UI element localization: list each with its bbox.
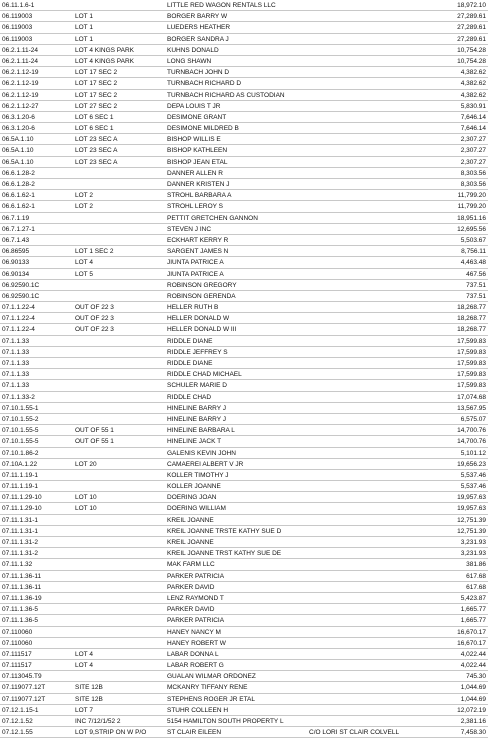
parcel-cell: 07.10.1.55-5	[2, 438, 39, 446]
parcel-cell: 06.2.1.11-24	[2, 57, 39, 65]
table-row	[0, 559, 488, 570]
lot-cell: OUT OF 22 3	[75, 315, 114, 323]
parcel-cell: 06.6.1.28-2	[2, 169, 35, 177]
parcel-cell: 07.119077.12T	[2, 684, 46, 692]
amount-cell: 16,670.17	[457, 628, 486, 636]
amount-cell: 5,537.46	[460, 483, 486, 491]
lot-cell: SITE 12B	[75, 695, 103, 703]
table-row	[0, 682, 488, 693]
table-row	[0, 0, 488, 11]
amount-cell: 10,754.28	[457, 46, 486, 54]
owner-cell: PARKER PATRICIA	[167, 617, 225, 625]
owner-cell: BORGER BARRY W	[167, 13, 228, 21]
owner-cell: RIDDLE DIANE	[167, 360, 213, 367]
owner-cell: SARGENT JAMES N	[167, 248, 229, 256]
parcel-cell: 07.11.1.29-10	[2, 505, 42, 513]
amount-cell: 17,599.83	[457, 337, 486, 345]
table-row	[0, 291, 488, 302]
table-row	[0, 515, 488, 526]
amount-cell: 17,599.83	[457, 371, 486, 379]
owner-cell: RIDDLE CHAD MICHAEL	[167, 371, 242, 379]
lot-cell: LOT 20	[75, 460, 97, 468]
owner-cell: PARKER DAVID	[167, 583, 215, 591]
table-row	[0, 168, 488, 179]
lot-cell: SITE 12B	[75, 684, 103, 692]
amount-cell: 17,599.83	[457, 360, 486, 367]
table-row	[0, 448, 488, 459]
table-row	[0, 548, 488, 559]
owner-cell: SCHULER MARIE D	[167, 382, 227, 390]
parcel-cell: 06.92590.1C	[2, 281, 40, 289]
owner-cell: BISHOP JEAN ETAL	[167, 158, 228, 166]
amount-cell: 10,754.28	[457, 57, 486, 65]
parcel-cell: 07.12.1.55	[2, 729, 33, 737]
table-row	[0, 593, 488, 604]
parcel-cell: 07.1.1.22-4	[2, 304, 35, 312]
owner-cell: JIUNTA PATRICE A	[167, 259, 224, 267]
amount-cell: 5,101.12	[460, 449, 486, 457]
amount-cell: 4,382.62	[460, 91, 486, 99]
amount-cell: 8,303.56	[460, 169, 486, 177]
lot-cell: OUT OF 55 1	[75, 438, 114, 446]
lot-cell: OUT OF 22 3	[75, 304, 114, 312]
parcel-cell: 07.1.1.33	[2, 337, 30, 345]
table-row	[0, 324, 488, 335]
amount-cell: 7,458.30	[460, 729, 486, 737]
owner-cell: HANEY NANCY M	[167, 628, 221, 636]
amount-cell: 2,381.16	[460, 718, 486, 725]
owner-cell: PETTIT GRETCHEN GANNON	[167, 214, 258, 222]
lot-cell: LOT 2	[75, 203, 93, 211]
amount-cell: 5,503.67	[460, 236, 486, 244]
owner-cell: BORGER SANDRA J	[167, 35, 229, 43]
lot-cell: LOT 10	[75, 494, 97, 502]
parcel-cell: 07.10.1.55-1	[2, 404, 39, 412]
owner-cell: ECKHART KERRY R	[167, 236, 229, 244]
amount-cell: 14,700.76	[457, 427, 486, 435]
parcel-cell: 07.11.1.36-19	[2, 594, 42, 602]
owner-cell: GALENIS KEVIN JOHN	[167, 449, 236, 457]
table-row	[0, 269, 488, 280]
lot-cell: LOT 17 SEC 2	[75, 91, 118, 99]
lot-cell: LOT 4	[75, 650, 93, 658]
parcel-cell: 07.11.1.29-10	[2, 494, 42, 502]
parcel-cell: 07.11.1.31-2	[2, 550, 39, 558]
table-row	[0, 537, 488, 548]
table-row	[0, 369, 488, 380]
lot-cell: LOT 1	[75, 35, 93, 43]
lot-cell: LOT 5	[75, 270, 93, 278]
parcel-cell: 06.5A.1.10	[2, 158, 34, 166]
parcel-cell: 07.11.1.19-1	[2, 471, 39, 479]
owner-cell: HELLER DONALD W	[167, 315, 230, 323]
owner-cell: HINELINE BARRY J	[167, 404, 227, 412]
table-row	[0, 34, 488, 45]
amount-cell: 8,756.11	[461, 248, 486, 256]
amount-cell: 27,289.61	[457, 35, 486, 43]
table-row	[0, 78, 488, 89]
parcel-cell: 06.119003	[2, 35, 33, 43]
table-row	[0, 201, 488, 212]
parcel-cell: 07.1.1.33	[2, 371, 30, 379]
owner-cell: HINELINE BARBARA L	[167, 427, 235, 435]
owner-cell: DANNER ALLEN R	[167, 169, 223, 177]
amount-cell: 19,957.63	[457, 494, 486, 502]
owner-cell: RIDDLE DIANE	[167, 337, 213, 345]
owner-cell: HINELINE BARRY J	[167, 415, 227, 423]
parcel-cell: 07.110060	[2, 639, 33, 647]
parcel-cell: 06.6.1.28-2	[2, 181, 35, 188]
amount-cell: 4,022.44	[460, 650, 486, 658]
parcel-cell: 07.1.1.33	[2, 382, 30, 390]
parcel-cell: 07.11.1.32	[2, 561, 33, 569]
amount-cell: 737.51	[466, 281, 486, 289]
table-row	[0, 358, 488, 369]
table-row	[0, 134, 488, 145]
parcel-cell: 06.2.1.12-19	[2, 91, 39, 99]
parcel-cell: 07.110060	[2, 628, 33, 636]
table-row	[0, 492, 488, 503]
owner-cell: TURNBACH RICHARD D	[167, 80, 242, 88]
table-row	[0, 638, 488, 649]
table-row	[0, 380, 488, 391]
table-row	[0, 190, 488, 201]
parcel-cell: 07.10.1.55-5	[2, 427, 39, 435]
amount-cell: 381.86	[466, 561, 486, 569]
lot-cell: LOT 1 SEC 2	[75, 248, 114, 256]
table-row	[0, 67, 488, 78]
owner-cell: DOERING JOAN	[167, 494, 217, 502]
amount-cell: 12,751.39	[457, 516, 486, 524]
lot-cell: LOT 4 KINGS PARK	[75, 46, 135, 54]
amount-cell: 19,656.23	[457, 460, 486, 468]
table-row	[0, 470, 488, 481]
owner-cell: KREIL JOANNE TRSTE KATHY SUE D	[167, 527, 282, 535]
amount-cell: 27,289.61	[457, 24, 486, 32]
parcel-cell: 07.1.1.33	[2, 348, 30, 356]
parcel-cell: 06.5A.1.10	[2, 136, 34, 144]
table-row	[0, 11, 488, 22]
amount-cell: 16,670.17	[457, 639, 486, 647]
owner-cell: JIUNTA PATRICE A	[167, 270, 224, 278]
amount-cell: 5,830.91	[460, 102, 486, 110]
parcel-cell: 06.3.1.20-6	[2, 125, 35, 133]
parcel-cell: 07.111517	[2, 662, 32, 670]
owner-cell: HELLER RUTH B	[167, 304, 219, 312]
owner-cell: STEPHENS ROGER JR ETAL	[167, 695, 256, 703]
amount-cell: 2,307.27	[460, 158, 486, 166]
owner-cell: DESIMONE MILDRED B	[167, 125, 239, 133]
lot-cell: LOT 1	[75, 13, 93, 21]
parcel-cell: 06.7.1.19	[2, 214, 30, 222]
table-row	[0, 157, 488, 168]
table-row	[0, 56, 488, 67]
owner-cell: BISHOP KATHLEEN	[167, 147, 228, 155]
amount-cell: 17,599.83	[457, 348, 486, 356]
amount-cell: 14,700.76	[457, 438, 486, 446]
amount-cell: 12,695.56	[457, 225, 486, 233]
table-row	[0, 392, 488, 403]
amount-cell: 745.30	[466, 673, 486, 681]
owner-cell: PARKER DAVID	[167, 606, 215, 614]
table-row	[0, 280, 488, 291]
lot-cell: LOT 4	[75, 259, 93, 267]
table-row	[0, 336, 488, 347]
amount-cell: 617.68	[466, 583, 486, 591]
parcel-cell: 06.2.1.11-24	[2, 46, 39, 54]
owner-cell: KOLLER JOANNE	[167, 483, 221, 491]
owner-cell: STUHR COLLEEN H	[167, 706, 229, 714]
owner-cell: STEVEN J INC	[167, 225, 212, 233]
amount-cell: 4,382.62	[460, 80, 486, 88]
owner-cell: LABAR DONNA L	[167, 650, 219, 658]
owner-cell: ST CLAIR EILEEN	[167, 729, 222, 737]
table-row	[0, 716, 488, 727]
amount-cell: 18,268.77	[457, 315, 486, 323]
amount-cell: 617.68	[466, 572, 486, 580]
owner-cell: DEPA LOUIS T JR	[167, 102, 221, 110]
owner-cell: LITTLE RED WAGON RENTALS LLC	[167, 2, 276, 9]
table-row	[0, 459, 488, 470]
table-row	[0, 571, 488, 582]
amount-cell: 2,307.27	[460, 147, 486, 155]
amount-cell: 18,268.77	[457, 326, 486, 334]
table-row	[0, 425, 488, 436]
amount-cell: 4,382.62	[460, 69, 486, 77]
lot-cell: LOT 4	[75, 662, 93, 670]
owner-cell: STROHL LEROY S	[167, 203, 223, 211]
parcel-cell: 07.10.1.55-2	[2, 415, 39, 423]
table-row	[0, 604, 488, 615]
amount-cell: 7,646.14	[460, 125, 486, 133]
owner-cell: KOLLER TIMOTHY J	[167, 471, 229, 479]
parcel-cell: 07.11.1.36-11	[2, 572, 42, 580]
amount-cell: 737.51	[466, 292, 486, 300]
parcel-cell: 07.11.1.19-1	[2, 483, 39, 491]
parcel-cell: 06.3.1.20-6	[2, 113, 35, 121]
table-row	[0, 649, 488, 660]
table-row	[0, 179, 488, 190]
parcel-cell: 06.90133	[2, 259, 30, 267]
table-row	[0, 403, 488, 414]
parcel-cell: 07.11.1.36-5	[2, 606, 39, 614]
amount-cell: 8,303.56	[460, 181, 486, 188]
table-row	[0, 313, 488, 324]
parcel-cell: 07.11.1.31-1	[2, 516, 39, 524]
owner-cell: MAK FARM LLC	[167, 561, 215, 569]
table-row	[0, 705, 488, 716]
extra-cell: C/O LORI ST CLAIR COLVELL	[309, 729, 400, 737]
parcel-cell: 07.11.1.36-11	[2, 583, 42, 591]
table-row	[0, 22, 488, 33]
owner-cell: ROBINSON GREGORY	[167, 281, 237, 289]
owner-cell: LONG SHAWN	[167, 57, 212, 65]
owner-cell: LENZ RAYMOND T	[167, 594, 224, 602]
table-row	[0, 213, 488, 224]
owner-cell: GUALAN WILMAR ORDONEZ	[167, 673, 256, 681]
owner-cell: HELLER DONALD W III	[167, 326, 237, 334]
table-row	[0, 526, 488, 537]
amount-cell: 3,231.93	[460, 539, 486, 546]
parcel-cell: 07.111517	[2, 650, 32, 658]
amount-cell: 17,074.68	[457, 393, 486, 401]
parcel-cell: 06.92590.1C	[2, 292, 40, 300]
owner-cell: HINELINE JACK T	[167, 438, 222, 446]
amount-cell: 17,599.83	[457, 382, 486, 390]
parcel-cell: 06.2.1.12-27	[2, 102, 39, 110]
lot-cell: INC 7/12/1/52 2	[75, 718, 121, 725]
parcel-cell: 07.10.1.86-2	[2, 449, 39, 457]
parcel-cell: 06.5A.1.10	[2, 147, 34, 155]
table-row	[0, 347, 488, 358]
amount-cell: 18,951.16	[457, 214, 486, 222]
table-row	[0, 302, 488, 313]
table-row	[0, 246, 488, 257]
parcel-cell: 07.11.1.31-1	[2, 527, 39, 535]
parcel-cell: 06.11.1.6-1	[2, 2, 35, 9]
owner-cell: RIDDLE CHAD	[167, 393, 212, 401]
owner-cell: TURNBACH RICHARD AS CUSTODIAN	[167, 91, 285, 99]
table-row	[0, 671, 488, 682]
parcel-cell: 07.1.1.33	[2, 360, 30, 367]
table-row	[0, 257, 488, 268]
table-row	[0, 481, 488, 492]
owner-cell: RIDDLE JEFFREY S	[167, 348, 228, 356]
amount-cell: 19,957.63	[457, 505, 486, 513]
lot-cell: OUT OF 55 1	[75, 427, 114, 435]
table-row	[0, 123, 488, 134]
table-row	[0, 694, 488, 705]
amount-cell: 11,799.20	[457, 203, 486, 211]
lot-cell: LOT 1	[75, 24, 93, 32]
owner-cell: DESIMONE GRANT	[167, 113, 227, 121]
amount-cell: 12,751.39	[457, 527, 486, 535]
parcel-cell: 06.2.1.12-19	[2, 80, 39, 88]
parcel-cell: 06.7.1.43	[2, 236, 30, 244]
lot-cell: LOT 17 SEC 2	[75, 69, 118, 77]
owner-cell: KREIL JOANNE	[167, 516, 214, 524]
lot-cell: LOT 6 SEC 1	[75, 113, 114, 121]
parcel-cell: 07.113045.T9	[2, 673, 42, 681]
table-row	[0, 414, 488, 425]
amount-cell: 1,044.69	[460, 684, 486, 692]
amount-cell: 5,537.46	[460, 471, 486, 479]
parcel-cell: 07.1.1.22-4	[2, 315, 35, 323]
table-row	[0, 503, 488, 514]
table-row	[0, 45, 488, 56]
owner-cell: LUEDERS HEATHER	[167, 24, 231, 32]
table-row	[0, 582, 488, 593]
amount-cell: 1,665.77	[460, 617, 486, 625]
parcel-cell: 06.6.1.62-1	[2, 192, 35, 200]
amount-cell: 7,646.14	[460, 113, 486, 121]
table-row	[0, 436, 488, 447]
parcel-cell: 06.119003	[2, 13, 33, 21]
table-row	[0, 615, 488, 626]
amount-cell: 1,044.69	[460, 695, 486, 703]
amount-cell: 2,307.27	[460, 136, 486, 144]
owner-cell: 5154 HAMILTON SOUTH PROPERTY L	[167, 718, 284, 725]
owner-cell: CAMAEREI ALBERT V JR	[167, 460, 244, 468]
amount-cell: 3,231.93	[460, 550, 486, 558]
amount-cell: 11,799.20	[457, 192, 486, 200]
lot-cell: LOT 27 SEC 2	[75, 102, 118, 110]
parcel-cell: 06.119003	[2, 24, 33, 32]
amount-cell: 27,289.61	[457, 13, 486, 21]
owner-cell: KREIL JOANNE TRST KATHY SUE DE	[167, 550, 282, 558]
amount-cell: 5,423.87	[460, 594, 486, 602]
lot-cell: LOT 23 SEC A	[75, 147, 118, 155]
table-row	[0, 727, 488, 738]
owner-cell: LABAR ROBERT G	[167, 662, 224, 670]
table-row	[0, 101, 488, 112]
parcel-cell: 06.6.1.62-1	[2, 203, 35, 211]
lot-cell: LOT 6 SEC 1	[75, 125, 114, 133]
parcel-cell: 07.10A.1.22	[2, 460, 38, 468]
parcel-cell: 07.11.1.36-5	[2, 617, 39, 625]
amount-cell: 4,463.48	[460, 259, 486, 267]
parcel-cell: 07.12.1.52	[2, 718, 33, 725]
lot-cell: LOT 23 SEC A	[75, 158, 118, 166]
parcel-cell: 07.119077.12T	[2, 695, 46, 703]
parcel-cell: 07.12.1.15-1	[2, 706, 39, 714]
lot-cell: LOT 4 KINGS PARK	[75, 57, 135, 65]
parcel-cell: 07.1.1.33-2	[2, 393, 35, 401]
lot-cell: OUT OF 22 3	[75, 326, 114, 334]
parcel-cell: 07.11.1.31-2	[2, 539, 39, 546]
amount-cell: 13,567.95	[457, 404, 486, 412]
lot-cell: LOT 10	[75, 505, 97, 513]
amount-cell: 1,665.77	[460, 606, 486, 614]
table-row	[0, 660, 488, 671]
owner-cell: DANNER KRISTEN J	[167, 181, 230, 188]
table-row	[0, 224, 488, 235]
lot-cell: LOT 2	[75, 192, 93, 200]
lot-cell: LOT 23 SEC A	[75, 136, 118, 144]
parcel-cell: 06.86595	[2, 248, 30, 256]
amount-cell: 18,268.77	[457, 304, 486, 312]
amount-cell: 6,575.07	[460, 415, 486, 423]
owner-cell: ROBINSON GERENDA	[167, 292, 236, 300]
parcel-cell: 06.90134	[2, 270, 30, 278]
table-row	[0, 235, 488, 246]
amount-cell: 4,022.44	[460, 662, 486, 670]
parcel-cell: 07.1.1.22-4	[2, 326, 35, 334]
lot-cell: LOT 17 SEC 2	[75, 80, 118, 88]
lot-cell: LOT 7	[75, 706, 93, 714]
owner-cell: TURNBACH JOHN D	[167, 69, 230, 77]
table-row	[0, 90, 488, 101]
table-row	[0, 145, 488, 156]
amount-cell: 12,072.19	[457, 706, 486, 714]
owner-cell: KUHNS DONALD	[167, 46, 219, 54]
table-row	[0, 627, 488, 638]
owner-cell: BISHOP WILLIS E	[167, 136, 221, 144]
parcel-cell: 06.7.1.27-1	[2, 225, 35, 233]
owner-cell: HANEY ROBERT W	[167, 639, 226, 647]
owner-cell: PARKER PATRICIA	[167, 572, 225, 580]
owner-cell: STROHL BARBARA A	[167, 192, 232, 200]
table-row	[0, 112, 488, 123]
owner-cell: MCKANRY TIFFANY RENE	[167, 684, 248, 692]
parcel-cell: 06.2.1.12-19	[2, 69, 39, 77]
amount-cell: 18,972.10	[457, 2, 486, 9]
lot-cell: LOT 9,STRIP ON W P/O	[75, 729, 147, 737]
owner-cell: DOERING WILLIAM	[167, 505, 226, 513]
amount-cell: 467.56	[466, 270, 486, 278]
owner-cell: KREIL JOANNE	[167, 539, 214, 546]
